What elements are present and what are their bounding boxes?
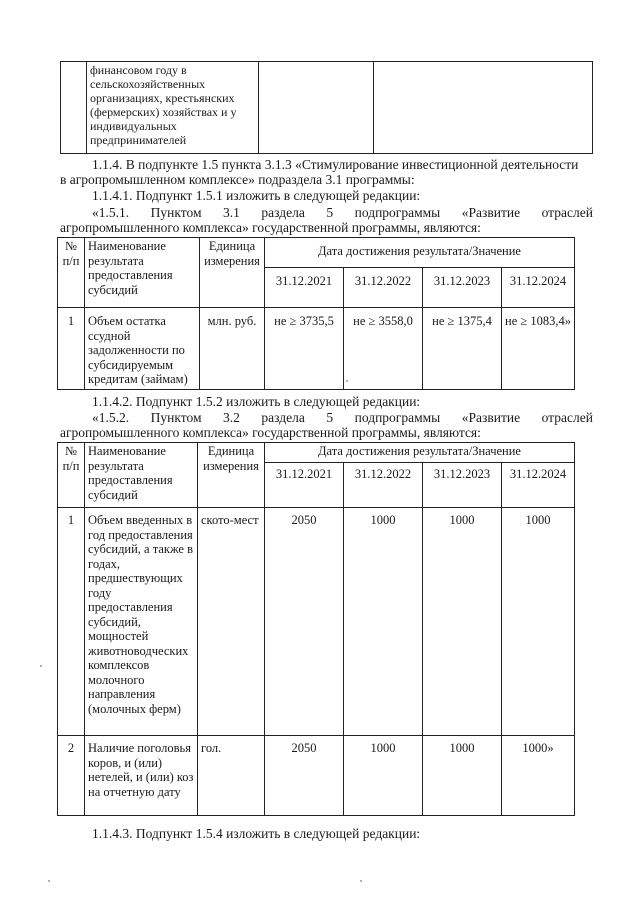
row-num: 1 <box>58 308 85 390</box>
paragraph-6: 1.1.4.3. Подпункт 1.5.4 изложить в следующей редакции: <box>92 826 421 841</box>
results-table-1 <box>57 237 575 390</box>
header-date-2023: 31.12.2023 <box>423 463 502 508</box>
row-num: 1 <box>58 508 85 736</box>
scan-speck <box>346 380 348 382</box>
row-name: Объем остатка ссудной задолженности по субсидируемым кредитам (займам) <box>85 308 200 390</box>
top-table-empty-cell <box>259 62 374 154</box>
header-date-2024: 31.12.2024 <box>502 463 575 508</box>
word: «1.5.2. <box>92 410 130 425</box>
row-num: 2 <box>58 736 85 816</box>
table-row <box>58 308 575 390</box>
header-unit: Единица измерения <box>198 443 265 508</box>
header-date: Дата достижения результата/Значение <box>265 238 575 268</box>
header-date-2023: 31.12.2023 <box>423 268 502 308</box>
paragraph-1-line-1: 1.1.4. В подпункте 1.5 пункта 3.1.3 «Стимулирование инвестиционной деятельности <box>92 157 579 172</box>
header-date-2022: 31.12.2022 <box>344 268 423 308</box>
header-name: Наименование результата предоставления субсидий <box>85 443 198 508</box>
paragraph-1-line-2: в агропромышленном комплексе» подраздела 3.1 программы: <box>60 172 415 187</box>
row-unit: ското-мест <box>198 508 265 736</box>
row-unit: млн. руб. <box>200 308 265 390</box>
word: раздела <box>261 410 305 425</box>
top-table-num-cell <box>61 62 87 154</box>
header-unit: Единица измерения <box>200 238 265 308</box>
word: 5 <box>326 410 334 425</box>
word: «Развитие <box>461 410 521 425</box>
header-date: Дата достижения результата/Значение <box>265 443 575 463</box>
row-value-2024: 1000» <box>502 736 575 816</box>
header-date-2021: 31.12.2021 <box>265 463 344 508</box>
table-row <box>58 736 575 816</box>
header-date-2022: 31.12.2022 <box>344 463 423 508</box>
top-table-fragment <box>60 61 593 154</box>
row-unit: гол. <box>198 736 265 816</box>
header-date-2024: 31.12.2024 <box>502 268 575 308</box>
header-date-2021: 31.12.2021 <box>265 268 344 308</box>
row-value-2021: не ≥ 3735,5 <box>265 308 344 390</box>
word: Пунктом <box>150 410 202 425</box>
word: раздела <box>261 205 305 220</box>
scan-speck <box>48 880 50 882</box>
paragraph-2: 1.1.4.1. Подпункт 1.5.1 изложить в следующей редакции: <box>92 188 421 203</box>
paragraph-3-line-1 <box>92 205 593 221</box>
row-value-2024: 1000 <box>502 508 575 736</box>
top-table-text-cell: финансовом году в сельскохозяйственных организациях, крестьянских (фермерских) хозяйствах и у индивидуальных предпринимателей <box>87 62 259 154</box>
word: Пунктом <box>150 205 202 220</box>
row-value-2024: не ≥ 1083,4» <box>502 308 575 390</box>
scan-speck <box>360 880 362 882</box>
scan-speck <box>40 665 42 667</box>
paragraph-5-line-2: агропромышленного комплекса» государственной программы, являются: <box>60 425 481 440</box>
header-name: Наименование результата предоставления субсидий <box>85 238 200 308</box>
row-value-2022: не ≥ 3558,0 <box>344 308 423 390</box>
word: «1.5.1. <box>92 205 130 220</box>
word: подпрограммы <box>354 410 441 425</box>
paragraph-5-line-1 <box>92 410 593 426</box>
row-value-2022: 1000 <box>344 508 423 736</box>
word: 5 <box>326 205 334 220</box>
word: «Развитие <box>461 205 521 220</box>
header-num: № п/п <box>58 238 85 308</box>
word: подпрограммы <box>354 205 441 220</box>
row-value-2021: 2050 <box>265 736 344 816</box>
row-value-2021: 2050 <box>265 508 344 736</box>
row-value-2023: 1000 <box>423 508 502 736</box>
row-value-2023: 1000 <box>423 736 502 816</box>
row-name: Наличие поголовья коров, и (или) нетелей, и (или) коз на отчетную дату <box>85 736 198 816</box>
row-value-2023: не ≥ 1375,4 <box>423 308 502 390</box>
table-row <box>58 508 575 736</box>
word: 3.1 <box>223 205 240 220</box>
row-name: Объем введенных в год предоставления субсидий, а также в годах, предшествующих году предоставления субсидий, мощностей животноводческих комплексов молочного направления (молочных ферм) <box>85 508 198 736</box>
word: отраслей <box>541 410 593 425</box>
row-value-2022: 1000 <box>344 736 423 816</box>
top-table-empty-cell <box>374 62 593 154</box>
results-table-2 <box>57 442 575 816</box>
word: 3.2 <box>223 410 240 425</box>
paragraph-4: 1.1.4.2. Подпункт 1.5.2 изложить в следующей редакции: <box>92 394 421 409</box>
header-num: № п/п <box>58 443 85 508</box>
word: отраслей <box>541 205 593 220</box>
paragraph-3-line-2: агропромышленного комплекса» государственной программы, являются: <box>60 220 481 235</box>
